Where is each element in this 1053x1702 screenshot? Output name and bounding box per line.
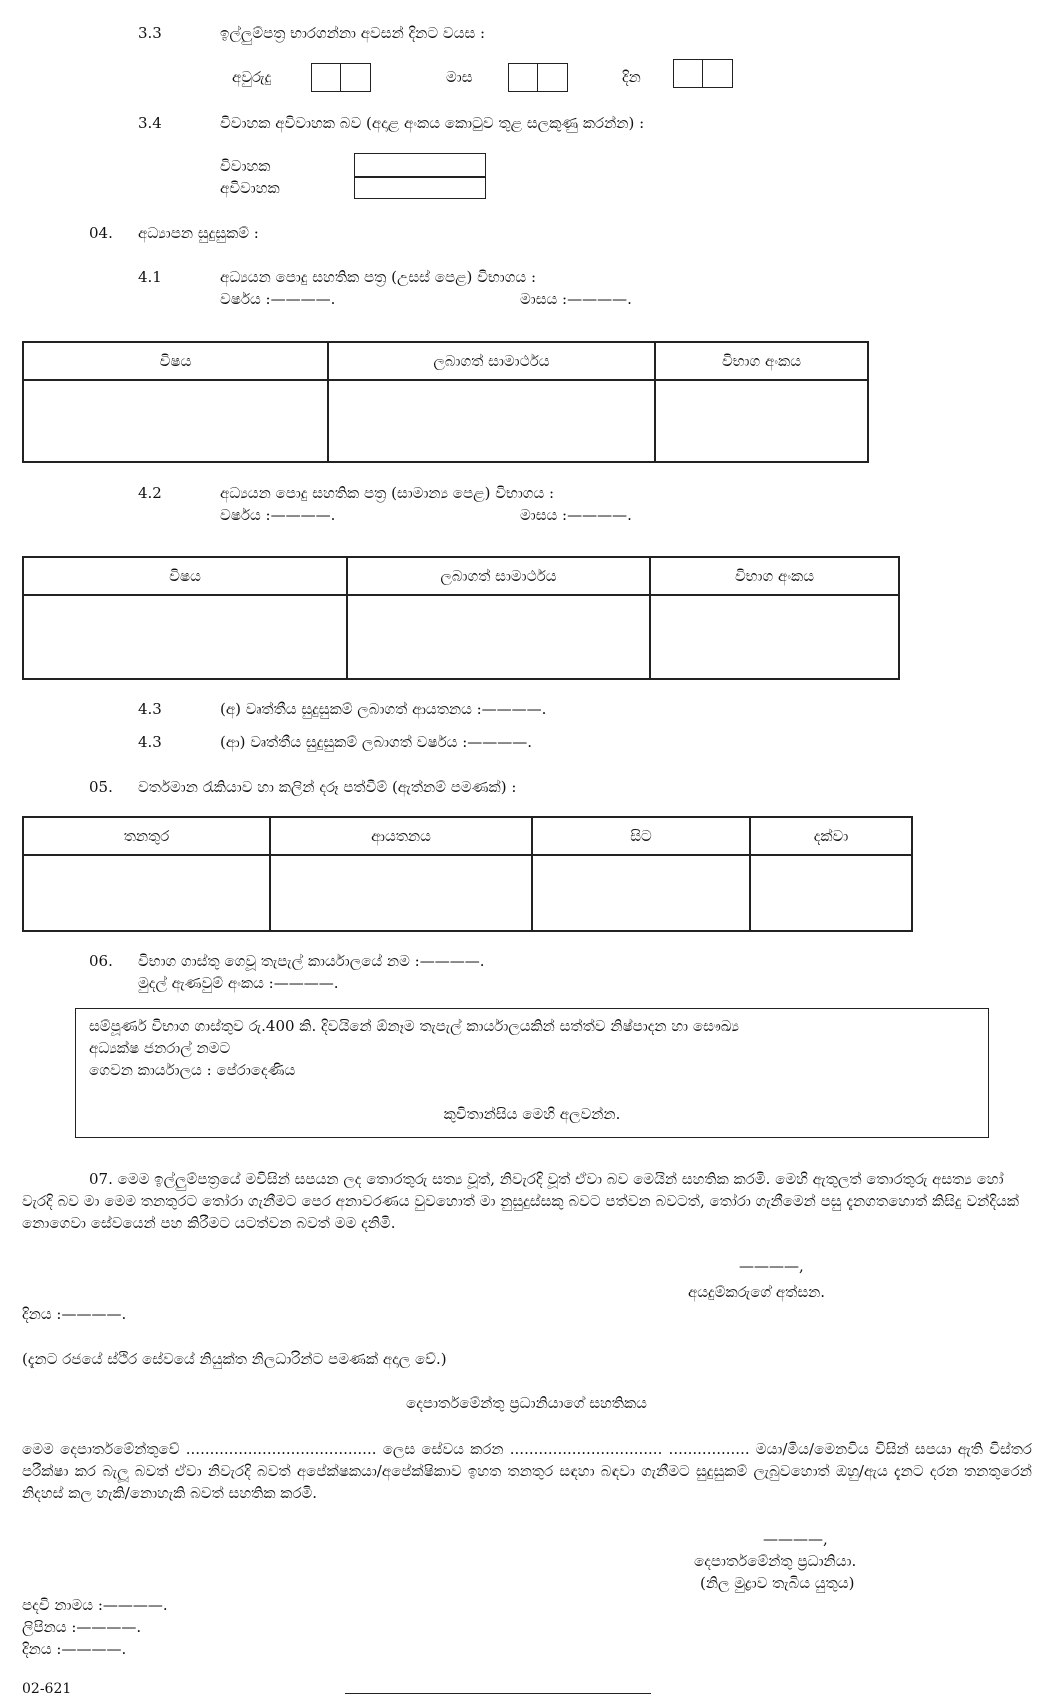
fee-note-line-2: අධ්‍යක්ෂ ජනරාල් නමට	[89, 1039, 231, 1057]
al-results-table	[22, 341, 869, 463]
ol-results-table	[22, 556, 900, 680]
post-office-field[interactable]: විභාග ගාස්තු ගෙවූ තැපැල් කාර්යාලයේ නම :————.	[138, 952, 485, 970]
table-cell[interactable]	[270, 855, 532, 931]
al-exam-label: අධ්‍යයන පොදු සහතික පත්‍ර (උසස් පෙළ) විභාගය :	[220, 268, 537, 286]
professional-year-field[interactable]: (ආ) වෘත්තීය සුදුසුකම් ලබාගත් වර්ෂය :————.	[220, 733, 533, 751]
employment-heading: වර්තමාන රැකියාව හා කලින් දරූ පත්වීම් (ඇත්නම් පමණක්) :	[138, 778, 517, 796]
married-label: විවාහක	[220, 157, 271, 175]
table-header: දක්වා	[750, 817, 912, 855]
ol-month-field[interactable]: මාසය :————.	[520, 506, 632, 524]
section-number-06: 06.	[89, 952, 113, 970]
section-number-3-3: 3.3	[138, 24, 162, 42]
al-month-field[interactable]: මාසය :————.	[520, 290, 632, 308]
bottom-rule	[345, 1693, 651, 1694]
table-header: සිට	[532, 817, 750, 855]
form-code: 02-621	[22, 1681, 72, 1697]
table-cell[interactable]	[23, 595, 347, 679]
certificate-paragraph: මෙම දෙපාර්තමේන්තුවේ ........................................ ලෙස සේවය කරන ................................ ................. මයා/මිය/මෙනවිය විසින් සපයා ඇති විස්තර පරීක්ෂා කර බැලූ බවත් ඒවා නිවැරදි බවත් අපේක්ෂකයා/අපේක්ෂිකාව ඉහත තනතුර සඳහා බඳවා ගැනීමට සුදුසුකම් ලැබුවහොත් ඔහු/ඇය දැනට දරන තනතුරෙන් නිදහස් කල හැකි/නොහැකි බවත් සහතික කරමි.	[22, 1440, 1032, 1502]
professional-institute-field[interactable]: (අ) වෘත්තීය සුදුසුකම් ලබාගත් ආයතනය :————.	[220, 700, 547, 718]
money-order-field[interactable]: මුදල් ඇණවුම් අංකය :————.	[138, 974, 339, 992]
certificate-title: දෙපාර්තමේන්තු ප්‍රධානියාගේ සහතිකය	[406, 1394, 647, 1412]
table-cell[interactable]	[23, 380, 328, 462]
table-cell[interactable]	[650, 595, 899, 679]
unmarried-checkbox[interactable]	[354, 177, 486, 199]
receipt-paste-label: කුවිතාන්සිය මෙහි අලවන්න.	[443, 1105, 621, 1123]
months-label: මාස	[446, 68, 473, 86]
employment-table	[22, 816, 913, 932]
age-label: ඉල්ලුම්පත්‍ර භාරගන්නා අවසන් දිනට වයස :	[220, 24, 486, 42]
table-header: ආයතනය	[270, 817, 532, 855]
table-header: විභාග අංකය	[655, 342, 868, 380]
section-number-05: 05.	[89, 778, 113, 796]
head-date-field[interactable]: දිනය :————.	[22, 1640, 127, 1658]
years-input[interactable]	[311, 63, 371, 92]
education-heading: අධ්‍යාපන සුදුසුකම් :	[138, 224, 259, 242]
fee-note-line-1: සම්පූර්ණ විභාග ගාස්තුව රු.400 කි. දිවයිනේ ඕනෑම තැපැල් කාර්යාලයකින් සත්ත්ව නිෂ්පාදන හා සෞඛ්‍ය	[89, 1017, 739, 1035]
head-signature-line[interactable]: ————,	[763, 1530, 828, 1548]
ol-exam-label: අධ්‍යයන පොදු සහතික පත්‍ර (සාමාන්‍ය පෙළ) විභාගය :	[220, 484, 555, 502]
section-number-4-3b: 4.3	[138, 733, 162, 751]
designation-field[interactable]: පදවි නාමය :————.	[22, 1596, 168, 1614]
table-header: තනතුර	[23, 817, 270, 855]
table-cell[interactable]	[328, 380, 655, 462]
days-label: දින	[622, 68, 641, 86]
table-header: ලබාගත් සාමාර්ථය	[347, 557, 650, 595]
table-cell[interactable]	[23, 855, 270, 931]
marital-status-label: විවාහක අවිවාහක බව (අදාළ අංකය කොටුව තුළ සලකුණු කරන්න) :	[220, 114, 645, 132]
table-cell[interactable]	[655, 380, 868, 462]
government-employees-note: (දැනට රජයේ ස්ථිර සේවයේ නියුක්ත නිලධාරින්ට පමණක් අදාල වේ.)	[22, 1350, 447, 1368]
section-number-3-4: 3.4	[138, 114, 162, 132]
address-field[interactable]: ලිපිනය :————.	[22, 1618, 142, 1636]
table-cell[interactable]	[750, 855, 912, 931]
section-number-4-2: 4.2	[138, 484, 162, 502]
head-signature-label: දෙපාර්තමේන්තු ප්‍රධානියා.	[694, 1552, 857, 1570]
fee-note-box	[75, 1008, 989, 1138]
table-header: ලබාගත් සාමාර්ථය	[328, 342, 655, 380]
ol-year-field[interactable]: වර්ෂය :————.	[220, 506, 336, 524]
table-cell[interactable]	[532, 855, 750, 931]
years-label: අවුරුදු	[232, 68, 272, 86]
married-checkbox[interactable]	[354, 153, 486, 177]
al-year-field[interactable]: වර්ෂය :————.	[220, 290, 336, 308]
unmarried-label: අවිවාහක	[220, 179, 280, 197]
days-input[interactable]	[673, 59, 733, 88]
applicant-signature-label: අයදුම්කරුගේ අත්සන.	[688, 1283, 826, 1301]
section-number-4-3a: 4.3	[138, 700, 162, 718]
official-seal-note: (නිල මුද්‍රාව තැබිය යුතුය)	[700, 1574, 855, 1592]
table-header: විෂය	[23, 342, 328, 380]
declaration-paragraph: 07. මෙම ඉල්ලුම්පත්‍රයේ මවිසින් සපයන ලද තොරතුරු සත්‍ය වූත්, නිවැරදි වූත් ඒවා බව මෙයින් සහතික කරමි. මෙහි ඇතුලත් තොරතුරු අසත්‍ය හෝ වැරදි බව මා මෙම තනතුරට තෝරා ගැනීමට පෙර අනාවරණය වුවහොත් මා නුසුදුස්සකු බවට පත්වන බවටත්, තෝරා ගැනීමෙන් පසු දැනගතහොත් කිසිදු වන්දියක් නොගෙවා සේවයෙන් පහ කිරීමට යටත්වන බවත් මම දනිමි.	[22, 1170, 1019, 1232]
table-header: විභාග අංකය	[650, 557, 899, 595]
applicant-signature-line[interactable]: ————,	[739, 1257, 804, 1275]
table-header: විෂය	[23, 557, 347, 595]
fee-note-line-3: ගෙවන කාර්යාලය : පේරාදෙණිය	[89, 1061, 296, 1079]
section-number-4-1: 4.1	[138, 268, 162, 286]
months-input[interactable]	[508, 63, 568, 92]
table-cell[interactable]	[347, 595, 650, 679]
applicant-date-field[interactable]: දිනය :————.	[22, 1305, 127, 1323]
section-number-04: 04.	[89, 224, 113, 242]
